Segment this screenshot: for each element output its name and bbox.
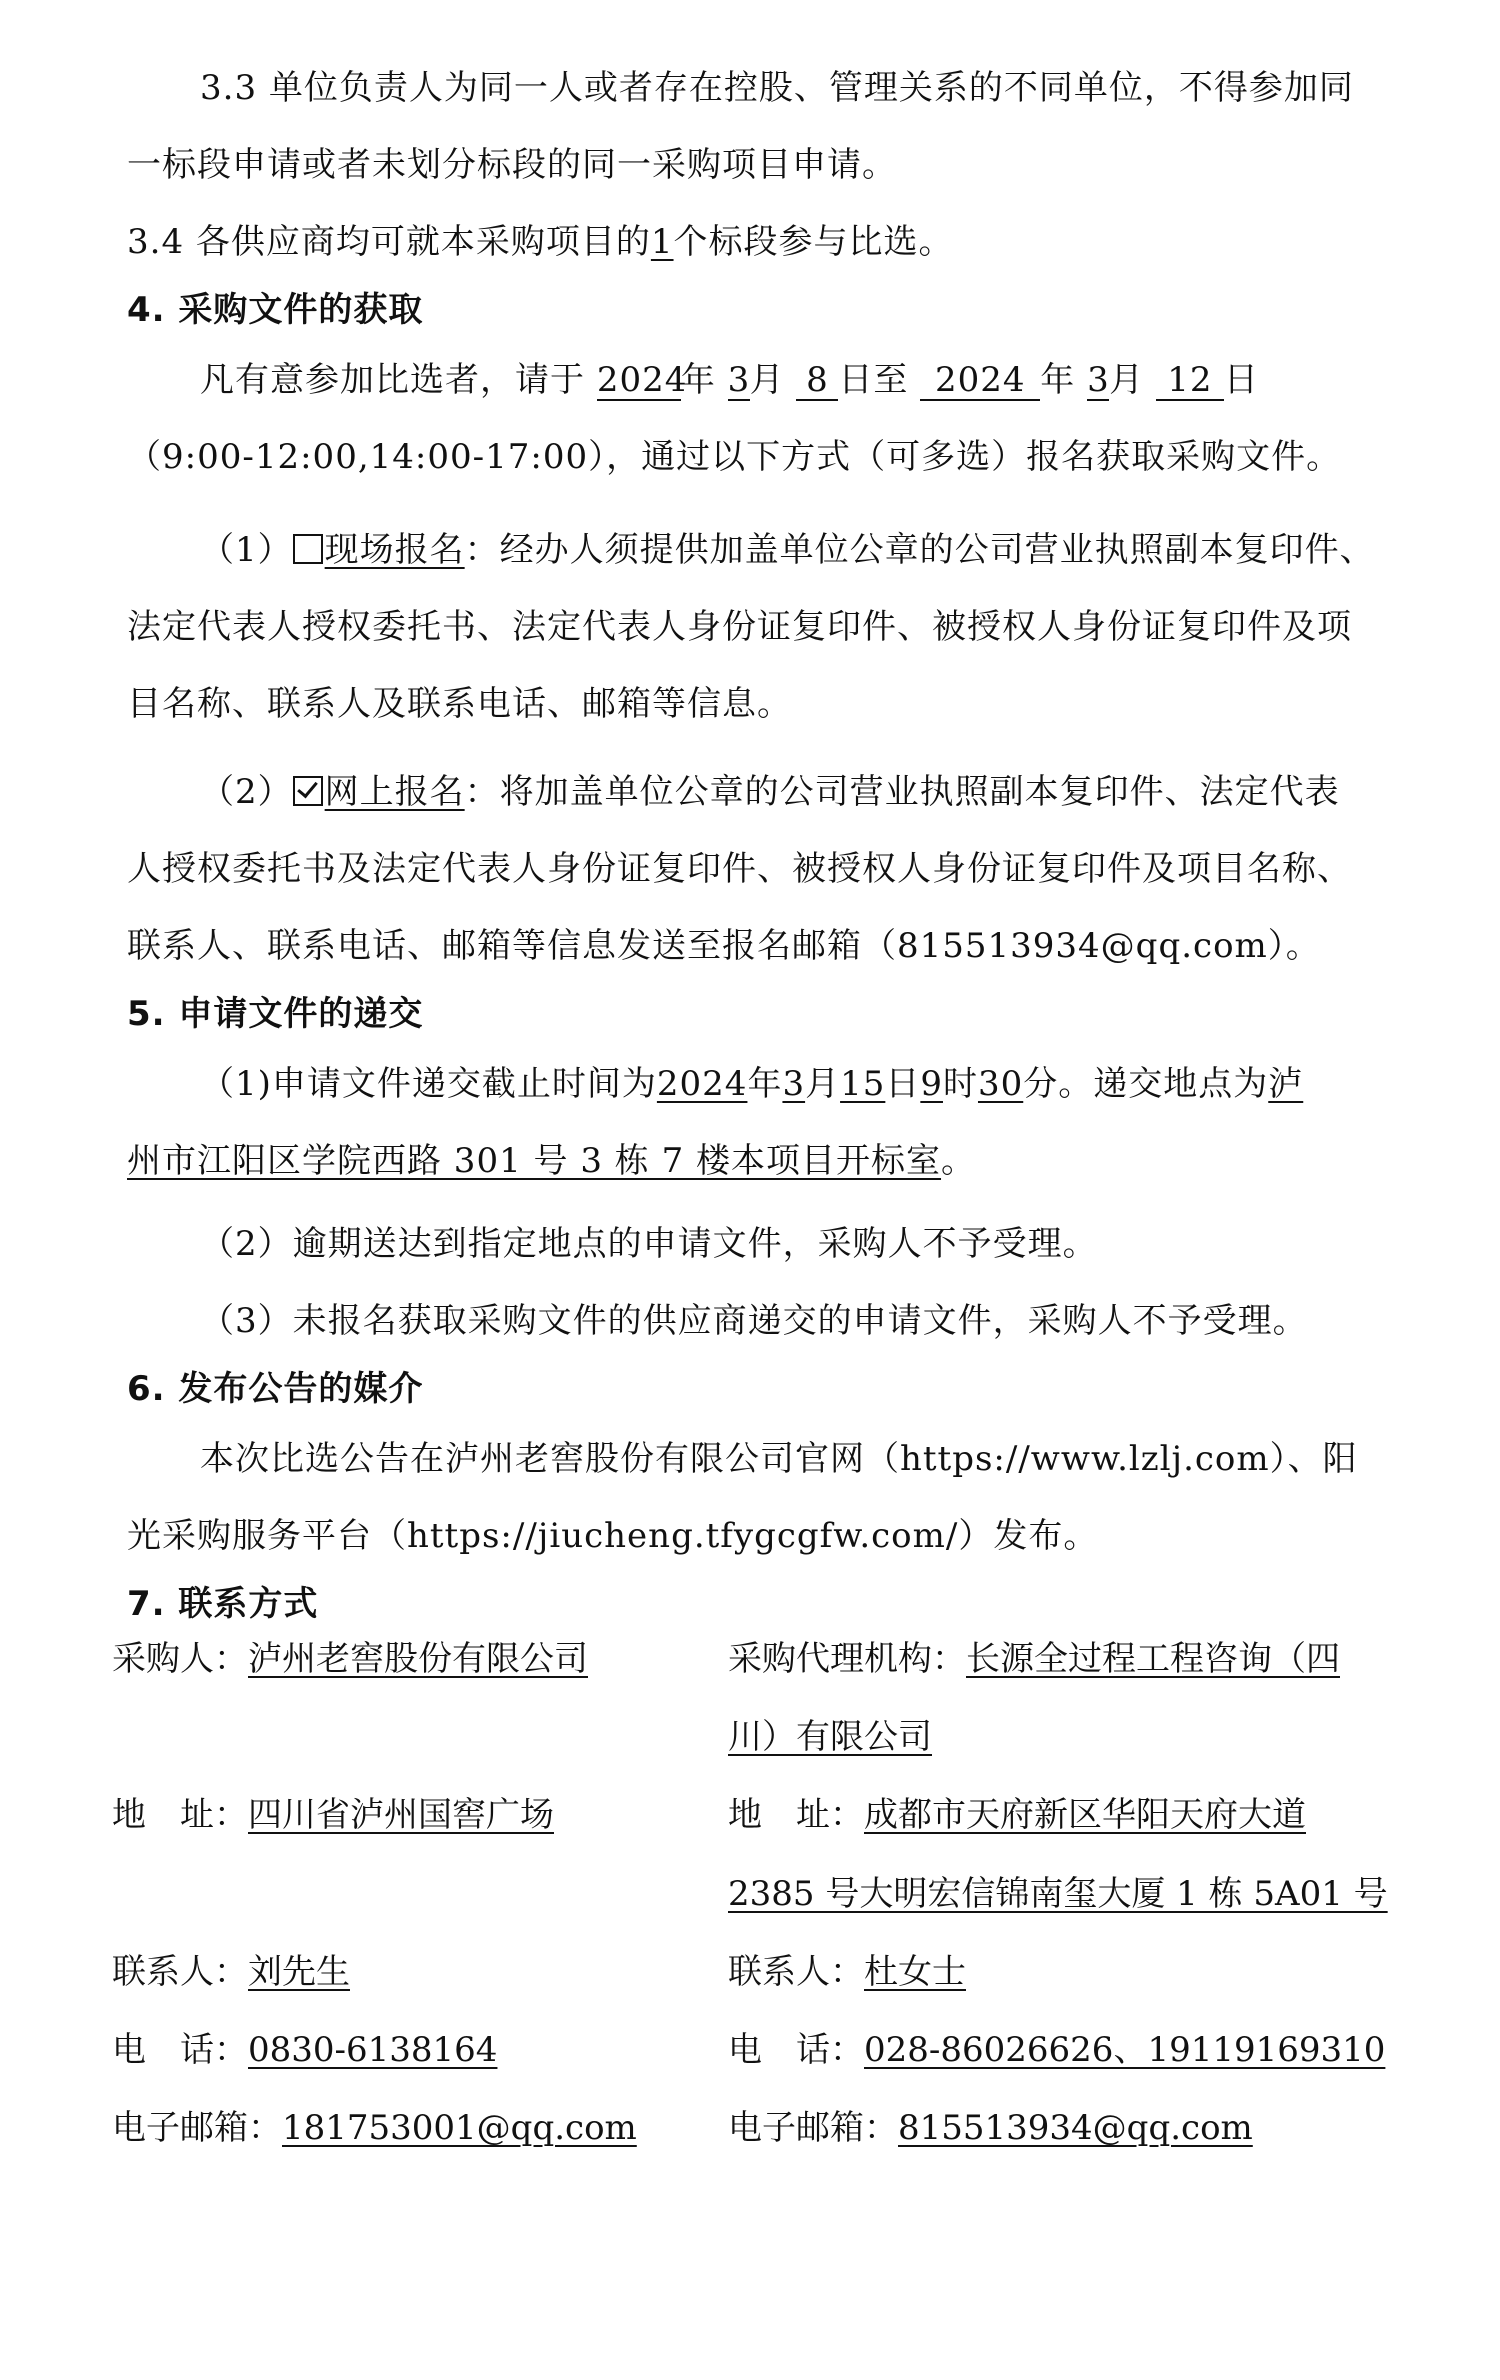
buyer-contact-value: 刘先生 bbox=[248, 1952, 350, 1992]
buyer-address bbox=[112, 1793, 554, 1837]
deadline-month: 3 bbox=[782, 1064, 806, 1104]
month-char: 月 bbox=[749, 360, 785, 400]
year-char: 年 bbox=[747, 1064, 783, 1104]
onsite-registration-line3: 目名称、联系人及联系电话、邮箱等信息。 bbox=[127, 684, 792, 724]
online-registration-line2: 人授权委托书及法定代表人身份证复印件、被授权人身份证复印件及项目名称、 bbox=[127, 849, 1352, 889]
buyer-email-value[interactable]: 181753001@qq.com bbox=[282, 2108, 637, 2148]
agent-address-value-line2: 2385 号大明宏信锦南玺大厦 1 栋 5A01 号 bbox=[728, 1874, 1388, 1914]
agent-org-cont bbox=[728, 1715, 932, 1759]
buyer-phone bbox=[112, 2028, 497, 2072]
minute-char: 分。递交地点为 bbox=[1023, 1064, 1269, 1104]
agent-email bbox=[728, 2106, 1253, 2150]
item-number: （2） bbox=[200, 772, 293, 812]
agent-contact-label: 联系人： bbox=[728, 1952, 864, 1992]
onsite-registration-line1 bbox=[200, 528, 1450, 572]
buyer-email bbox=[112, 2106, 637, 2150]
end-month: 3 bbox=[1087, 360, 1110, 400]
buyer-email-label: 电子邮箱： bbox=[112, 2108, 282, 2148]
agent-address-cont bbox=[728, 1872, 1388, 1916]
para-3-4-text: 3.4 各供应商均可就本采购项目的 bbox=[127, 222, 651, 262]
deadline-year: 2024 bbox=[656, 1064, 748, 1104]
submission-place bbox=[127, 1139, 1377, 1183]
period: 。 bbox=[941, 1141, 977, 1181]
deadline-hour: 9 bbox=[920, 1064, 943, 1104]
section-5-heading: 5. 申请文件的递交 bbox=[127, 994, 424, 1034]
unregistered-note: （3）未报名获取采购文件的供应商递交的申请文件，采购人不予受理。 bbox=[200, 1301, 1308, 1341]
para-3-3-line1: 3.3 单位负责人为同一人或者存在控股、管理关系的不同单位，不得参加同 bbox=[200, 68, 1354, 108]
agent-org bbox=[728, 1637, 1340, 1681]
deadline-day: 15 bbox=[840, 1064, 886, 1104]
start-day: 8 bbox=[796, 361, 838, 401]
onsite-text: ：经办人须提供加盖单位公章的公司营业执照副本复印件、 bbox=[464, 530, 1375, 570]
hour-char: 时 bbox=[942, 1064, 978, 1104]
buyer-org-label: 采购人： bbox=[112, 1639, 248, 1679]
para-3-3-line2: 一标段申请或者未划分标段的同一采购项目申请。 bbox=[127, 145, 897, 185]
start-month: 3 bbox=[727, 360, 751, 400]
agent-phone-value: 028-86026626、19119169310 bbox=[864, 2030, 1386, 2070]
agent-org-value-line1: 长源全过程工程咨询（四 bbox=[966, 1639, 1340, 1679]
agent-contact bbox=[728, 1950, 966, 1994]
online-checkbox-checked[interactable] bbox=[293, 776, 323, 806]
item-number: （1） bbox=[200, 530, 293, 570]
deadline-prefix: （1)申请文件递交截止时间为 bbox=[200, 1064, 657, 1104]
buyer-contact-label: 联系人： bbox=[112, 1952, 248, 1992]
buyer-phone-value: 0830-6138164 bbox=[248, 2030, 498, 2070]
online-label: 网上报名 bbox=[324, 772, 465, 812]
agent-contact-value: 杜女士 bbox=[864, 1952, 966, 1992]
section-4-heading: 4. 采购文件的获取 bbox=[127, 290, 424, 330]
onsite-checkbox[interactable] bbox=[293, 534, 323, 564]
month-char: 月 bbox=[1109, 360, 1145, 400]
lot-count: 1 bbox=[650, 222, 674, 262]
section-7-heading: 7. 联系方式 bbox=[127, 1584, 319, 1624]
agent-org-label: 采购代理机构： bbox=[728, 1639, 966, 1679]
buyer-phone-label: 电 话： bbox=[112, 2030, 248, 2070]
buyer-contact bbox=[112, 1950, 350, 1994]
late-submission-note: （2）逾期送达到指定地点的申请文件，采购人不予受理。 bbox=[200, 1224, 1098, 1264]
para-3-4-suffix: 个标段参与比选。 bbox=[673, 222, 954, 262]
registration-hours: （9:00-12:00,14:00-17:00），通过以下方式（可多选）报名获取采购文件。 bbox=[127, 437, 1342, 477]
registration-period bbox=[200, 358, 1450, 402]
agent-phone bbox=[728, 2028, 1385, 2072]
buyer-address-value: 四川省泸州国窖广场 bbox=[248, 1795, 554, 1835]
agent-address-value-line1: 成都市天府新区华阳天府大道 bbox=[864, 1795, 1306, 1835]
agent-email-value[interactable]: 815513934@qq.com bbox=[898, 2108, 1253, 2148]
day-to: 日至 bbox=[838, 360, 909, 400]
agent-phone-label: 电 话： bbox=[728, 2030, 864, 2070]
month-char: 月 bbox=[805, 1064, 841, 1104]
deadline-minute: 30 bbox=[977, 1064, 1024, 1104]
end-day: 12 bbox=[1156, 361, 1224, 401]
start-year: 2024 bbox=[596, 360, 688, 400]
agent-address bbox=[728, 1793, 1306, 1837]
submission-address: 州市江阳区学院西路 301 号 3 栋 7 楼本项目开标室 bbox=[127, 1141, 942, 1181]
period-prefix: 凡有意参加比选者，请于 bbox=[200, 360, 585, 400]
day-char: 日 bbox=[1223, 360, 1259, 400]
para-3-4 bbox=[127, 220, 1377, 264]
media-line1: 本次比选公告在泸州老窖股份有限公司官网（https://www.lzlj.com）、阳 bbox=[200, 1439, 1358, 1479]
online-registration-line1 bbox=[200, 770, 1450, 814]
end-year: 2024 bbox=[920, 361, 1040, 401]
agent-org-value-line2: 川）有限公司 bbox=[728, 1717, 932, 1757]
buyer-address-label: 地 址： bbox=[112, 1795, 248, 1835]
buyer-org-value: 泸州老窖股份有限公司 bbox=[248, 1639, 588, 1679]
section-6-heading: 6. 发布公告的媒介 bbox=[127, 1369, 424, 1409]
online-registration-line3: 联系人、联系电话、邮箱等信息发送至报名邮箱（815513934@qq.com）。 bbox=[127, 926, 1321, 966]
submission-deadline bbox=[200, 1062, 1450, 1106]
buyer-org bbox=[112, 1637, 622, 1681]
onsite-label: 现场报名 bbox=[324, 530, 465, 570]
place-start: 泸 bbox=[1268, 1064, 1304, 1104]
year-char: 年 bbox=[1040, 360, 1076, 400]
online-text: ：将加盖单位公章的公司营业执照副本复印件、法定代表 bbox=[464, 772, 1340, 812]
day-char: 日 bbox=[885, 1064, 921, 1104]
onsite-registration-line2: 法定代表人授权委托书、法定代表人身份证复印件、被授权人身份证复印件及项 bbox=[127, 607, 1352, 647]
year-char: 年 bbox=[680, 360, 716, 400]
agent-email-label: 电子邮箱： bbox=[728, 2108, 898, 2148]
agent-address-label: 地 址： bbox=[728, 1795, 864, 1835]
media-line2: 光采购服务平台（https://jiucheng.tfygcgfw.com/）发布。 bbox=[127, 1516, 1099, 1556]
